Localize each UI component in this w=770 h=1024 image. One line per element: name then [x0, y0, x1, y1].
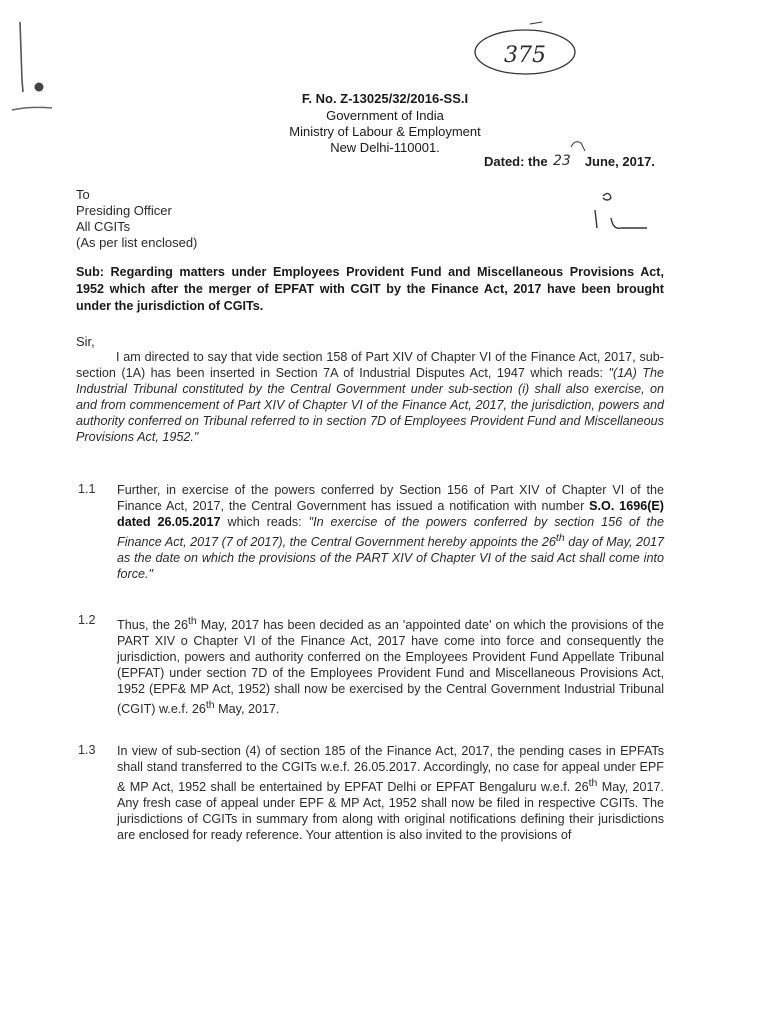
dated-line [484, 154, 655, 169]
dated-prefix: Dated: the [484, 154, 548, 169]
p12-sup2: th [205, 699, 215, 712]
ministry-line: Ministry of Labour & Employment [289, 124, 481, 139]
p12-b: May, 2017 has been decided as an 'appointed date' on which the provisions of the PART XIV o Chapter VI of the Finance Act, 2017 have come into force and consequently the jurisdiction, powers and authority conferred on the Employees Provident Fund Appellate Tribunal (EPFAT) under section 7D of the Employees Provident Fund and Miscellaneous Provisions Act, 1952 (EPF& MP Act, 1952) shall now be exercised by the Central Government Industrial Tribunal (CGIT) w.e.f. 26 [117, 618, 664, 717]
p11-quote-b: day of May, 2017 as the date on which the provisions of the PART XIV of Chapter VI of the said Act shall come into force." [117, 535, 664, 582]
p12-c: May, 2017. [214, 702, 280, 717]
paragraph-1-3 [117, 743, 664, 843]
subject-line: Sub: Regarding matters under Employees Provident Fund and Miscellaneous Provisions Act, 1952 which after the merger of EPFAT with CGIT by the Finance Act, 2017 have been brought under the jurisdiction of CGITs. [76, 265, 664, 313]
margin-marks [10, 20, 70, 130]
p11-mid: which reads: [220, 515, 309, 529]
addressee-list-note: (As per list enclosed) [76, 235, 198, 250]
para-number-1-2: 1.2 [78, 613, 96, 627]
handwritten-day: 23 [553, 153, 571, 169]
intro-paragraph [76, 349, 664, 445]
p13-b: May, 2017. Any fresh case of appeal under EPF & MP Act, 1952 shall now be filed in respective CGITs. The jurisdictions of CGITs in summary from along with original notifications defining their jurisdictions are enclosed for ready reference. Your attention is also invited to the provisions of [117, 780, 664, 843]
p12-sup1: th [188, 615, 197, 627]
paragraph-1-1 [117, 482, 664, 582]
intro-lead: I am directed to say that vide section 158 of Part XIV of Chapter VI of the Finance Act, 2017, sub-section (1A) has been inserted in Section 7A of Industrial Disputes Act, 1947 which reads: [76, 350, 664, 380]
para-number-1-3: 1.3 [78, 743, 96, 757]
para-number-1-1: 1.1 [78, 482, 96, 496]
addressee-officer: Presiding Officer [76, 203, 172, 218]
dated-suffix: June, 2017. [584, 154, 655, 169]
handwritten-initial [585, 188, 670, 243]
address-line: New Delhi-110001. [330, 140, 440, 155]
notification-reference: S.O. 1696(E) dated 26.05.2017 [117, 499, 664, 529]
p13-a: In view of sub-section (4) of section 185 of the Finance Act, 2017, the pending cases in EPFATs shall stand transferred to the CGITs w.e.f. 26.05.2017. Accordingly, no case for appeal under EPF & MP Act, 1952 shall be entertained by EPFAT Delhi or EPFAT Bengaluru w.e.f. 26 [117, 744, 664, 795]
file-number: F. No. Z-13025/32/2016-SS.I [301, 91, 469, 106]
inward-number-stamp [470, 20, 580, 80]
stamp-number: 375 [504, 43, 546, 68]
p12-a: Thus, the 26 [117, 618, 189, 633]
to-label: To [76, 187, 90, 202]
p13-sup1: th [588, 777, 598, 789]
salutation: Sir, [76, 334, 95, 349]
p11-lead: Further, in exercise of the powers conferred by Section 156 of Part XIV of Chapter VI of the Finance Act, 2017, the Central Government has issued a notification with number [117, 483, 664, 513]
intro-quote: "(1A) The Industrial Tribunal constituted by the Central Government under sub-section (i) shall also exercise, on and from commencement of Part XIV of Chapter VI of the Finance Act, 2017, the jurisdiction, powers and authority conferred on Tribunal referred to in section 7D of Employees Provident Fund and Miscellaneous Provisions Act, 1952." [76, 366, 665, 444]
addressee-cgits: All CGITs [76, 219, 131, 234]
government-line: Government of India [326, 108, 444, 123]
paragraph-1-2 [117, 613, 664, 717]
p11-sup: th [555, 532, 565, 544]
p11-quote-a: "In exercise of the powers conferred by section 156 of the Finance Act, 2017 (7 of 2017), the Central Government hereby appoints the 26 [117, 515, 664, 550]
